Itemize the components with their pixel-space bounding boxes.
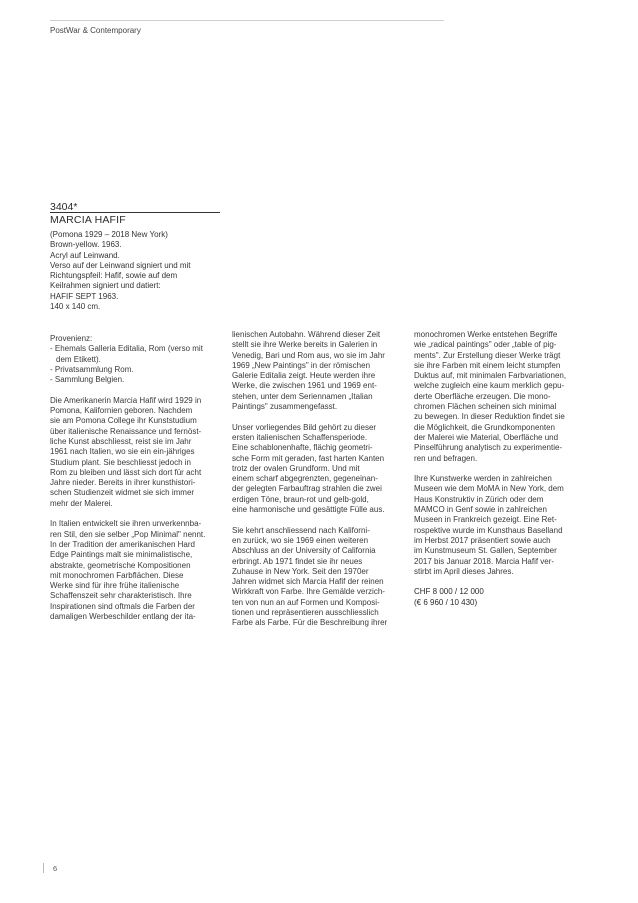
text-line: 1961 nach Italien, wo sie ein ein-jähriges — [50, 447, 195, 457]
text-line: der Malerei wie Material, Oberfläche und — [414, 432, 559, 442]
paragraph — [414, 474, 594, 577]
text-line: en zurück, wo sie 1969 einen weiteren — [232, 535, 369, 545]
text-line: ersten italienischen Schaffensperiode. — [232, 432, 368, 442]
lot-rule — [50, 212, 220, 213]
text-line: tionen und repräsentieren ausschliesslich — [232, 608, 379, 618]
detail-line: Acryl auf Leinwand. — [50, 250, 120, 260]
text-line: Paintings" zusammengefasst. — [232, 402, 338, 412]
provenance-line: Provenienz: — [50, 334, 93, 343]
header-rule — [50, 20, 444, 21]
text-line: sche Form mit geraden, fast harten Kanten — [232, 453, 385, 463]
price-estimate — [414, 587, 594, 608]
text-line: mehr der Malerei. — [50, 498, 113, 508]
text-line: im Herbst 2017 präsentiert sowie auch — [414, 535, 551, 545]
paragraph — [50, 519, 230, 622]
text-line: Pomona, Kalifornien geboren. Nachdem — [50, 406, 193, 416]
provenance-line: - Privatsammlung Rom. — [50, 364, 134, 374]
text-line: sie ihre Farben mit einem leicht stumpfen — [414, 360, 561, 370]
provenance-line: - Ehemals Galleria Editalia, Rom (verso mit — [50, 344, 203, 354]
detail-line: Brown-yellow. 1963. — [50, 240, 122, 250]
text-line: ments". Zur Erstellung dieser Werke trägt — [414, 350, 561, 360]
text-line: Werke sind für ihre frühe italienische — [50, 581, 180, 591]
lot-details — [50, 230, 230, 312]
detail-line: 140 x 140 cm. — [50, 302, 101, 312]
text-line: welche zugleich eine kaum merklich gepu- — [414, 381, 565, 391]
text-line: Werke, die zwischen 1961 und 1969 ent- — [232, 381, 377, 391]
text-line: erdigen Töne, braun-rot und gelb-gold, — [232, 494, 369, 504]
detail-line: Richtungspfeil: Hafif, sowie auf dem — [50, 271, 178, 281]
lot-number: 3404* — [50, 201, 78, 213]
text-line: damaligen Werbeschilder entlang der ita- — [50, 612, 196, 622]
text-line: monochromen Werke entstehen Begriffe — [414, 330, 558, 339]
text-line: derte Oberfläche erzeugen. Die mono- — [414, 391, 551, 401]
text-line: Museen in Frankreich gezeigt. Eine Ret- — [414, 515, 557, 525]
text-line: Museen wie dem MoMA in New York, dem — [414, 484, 564, 494]
text-line: Eine schablonenhafte, flächig geometri- — [232, 443, 373, 453]
detail-line: (Pomona 1929 – 2018 New York) — [50, 230, 168, 239]
text-line: im Kunstmuseum St. Gallen, September — [414, 546, 557, 556]
text-line: erbringt. Ab 1971 findet sie ihr neues — [232, 556, 363, 566]
text-line: Sie kehrt anschliessend nach Kaliforni- — [232, 525, 370, 535]
page-marker — [43, 863, 44, 873]
text-line: Jahren widmet sich Marcia Hafif der reinen — [232, 577, 384, 587]
text-line: Galerie Editalia zeigt. Heute werden ihre — [232, 371, 376, 381]
detail-line: HAFIF SEPT 1963. — [50, 291, 119, 301]
page-number: 6 — [53, 864, 58, 873]
section-title: PostWar & Contemporary — [50, 26, 141, 35]
text-line: Wirkkraft von Farbe. Ihre Gemälde verzich- — [232, 587, 385, 597]
text-line: chromen Flächen scheinen sich minimal — [414, 402, 557, 412]
text-line: stehen, unter dem Seriennamen „Italian — [232, 391, 373, 401]
text-line: In Italien entwickelt sie ihren unverkennba- — [50, 519, 202, 529]
text-line: Haus Konstruktiv in Zürich oder dem — [414, 494, 544, 504]
text-line: Jahre nieder. Bereits in ihrer kunsthistori- — [50, 478, 196, 488]
text-line: Abschluss an der University of California — [232, 546, 376, 556]
text-line: ren Stil, den sie selber „Pop Minimal" nennt. — [50, 529, 206, 539]
text-line: rospektive wurde im Kunsthaus Baselland — [414, 525, 563, 535]
text-line: Farbe als Farbe. Für die Beschreibung ihrer — [232, 618, 388, 628]
paragraph — [232, 423, 410, 516]
text-line: In der Tradition der amerikanischen Hard — [50, 539, 195, 549]
text-line: Zuhause in New York. Seit den 1970er — [232, 566, 369, 576]
text-line: Inspirationen sind oftmals die Farben der — [50, 601, 195, 611]
text-line: Venedig, Bari und Rom aus, wo sie im Jahr — [232, 350, 385, 360]
text-line: Edge Paintings malt sie minimalistische, — [50, 550, 193, 560]
text-line: trotz der ovalen Grundform. Und mit — [232, 463, 360, 473]
text-line: abstrakte, geometrische Kompositionen — [50, 560, 191, 570]
text-column-2 — [232, 330, 410, 639]
paragraph — [50, 396, 230, 509]
text-line: der gelegten Farbauftrag strahlen die zwei — [232, 484, 382, 494]
text-line: Unser vorliegendes Bild gehört zu dieser — [232, 422, 377, 432]
text-line: ren und befragen. — [414, 453, 478, 463]
text-line: MAMCO in Genf sowie in zahlreichen — [414, 505, 547, 515]
text-column-3 — [414, 330, 594, 618]
detail-line: Keilrahmen signiert und datiert: — [50, 281, 161, 291]
provenance-line: dem Etikett). — [56, 354, 101, 364]
text-line: Ihre Kunstwerke werden in zahlreichen — [414, 474, 552, 484]
text-line: Pinselführung analytisch zu experimentie- — [414, 443, 563, 453]
text-line: Rom zu bleiben und lässt sich dort für acht — [50, 467, 202, 477]
text-line: liche Kunst abschliesst, reist sie im Jahr — [50, 436, 192, 446]
text-line: zu bewegen. In dieser Reduktion findet sie — [414, 412, 565, 422]
text-line: Schaffenszeit sehr charakteristisch. Ihre — [50, 591, 192, 601]
text-line: einem scharf abgegrenzten, gegeneinan- — [232, 474, 378, 484]
text-line: Studium plant. Sie beschliesst jedoch in — [50, 457, 191, 467]
paragraph — [232, 526, 410, 629]
artist-name: MARCIA HAFIF — [50, 214, 126, 226]
provenance — [50, 334, 230, 385]
estimate-eur: (€ 6 960 / 10 430) — [414, 597, 478, 607]
detail-line: Verso auf der Leinwand signiert und mit — [50, 260, 191, 270]
text-line: lienischen Autobahn. Während dieser Zeit — [232, 330, 381, 339]
provenance-line: - Sammlung Belgien. — [50, 375, 125, 385]
text-line: schen Studienzeit widmet sie sich immer — [50, 488, 195, 498]
text-line: Die Amerikanerin Marcia Hafif wird 1929 in — [50, 395, 202, 405]
text-line: wie „radical paintings" oder „table of pig- — [414, 340, 557, 350]
text-line: Duktus auf, mit minimalen Farbvariationen, — [414, 371, 567, 381]
text-line: 2017 bis Januar 2018. Marcia Hafif ver- — [414, 556, 555, 566]
text-line: sie am Pomona College ihr Kunststudium — [50, 416, 197, 426]
text-line: eine harmonische und gesättigte Fülle aus. — [232, 505, 385, 515]
text-line: über italienische Renaissance und fernöst- — [50, 426, 202, 436]
text-line: stellt sie ihre Werke bereits in Galerien in — [232, 340, 378, 350]
text-line: mit monochromen Farbflächen. Diese — [50, 570, 184, 580]
text-column-1 — [50, 334, 230, 633]
estimate-chf: CHF 8 000 / 12 000 — [414, 587, 484, 597]
text-line: die Möglichkeit, die Grundkomponenten — [414, 422, 555, 432]
text-line: stirbt im April dieses Jahres. — [414, 566, 514, 576]
text-line: ten von nun an auf Formen und Komposi- — [232, 597, 380, 607]
paragraph — [232, 330, 410, 412]
paragraph — [414, 330, 594, 464]
text-line: 1969 „New Paintings" in der römischen — [232, 360, 371, 370]
